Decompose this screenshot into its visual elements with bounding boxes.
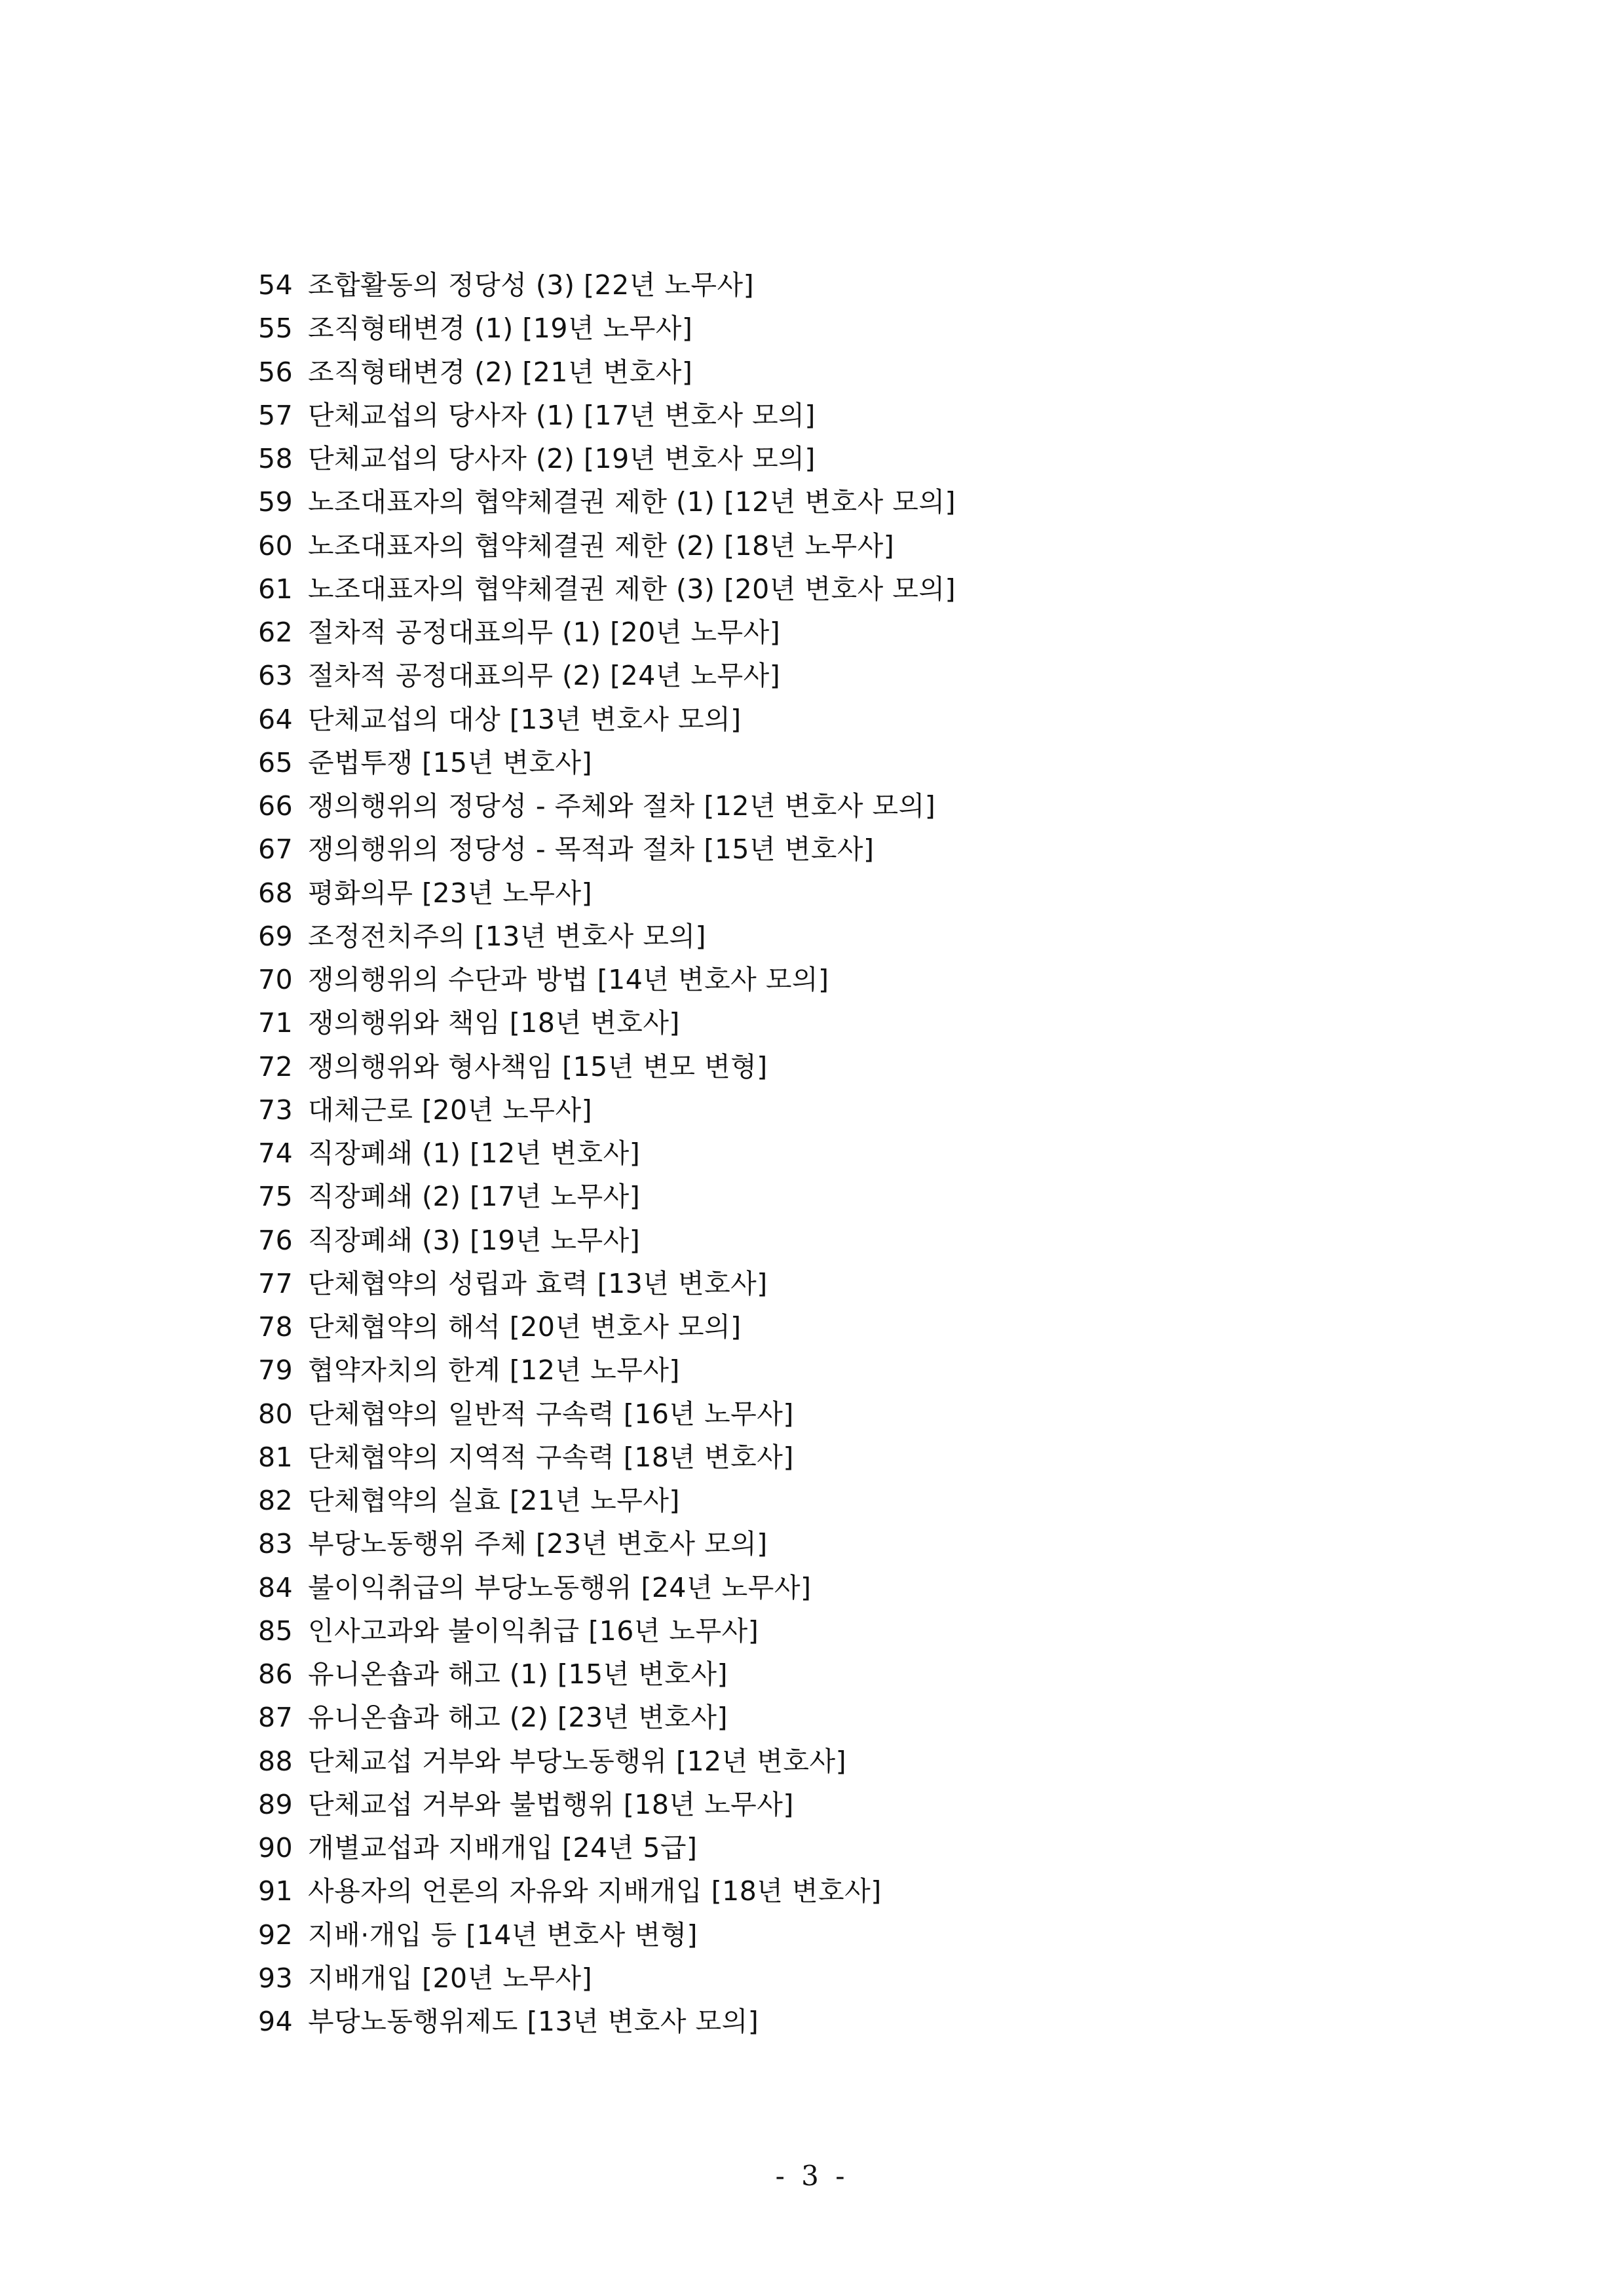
toc-item-number: 66 — [258, 790, 293, 822]
table-of-contents — [258, 263, 956, 2043]
toc-item-number: 85 — [258, 1615, 293, 1647]
toc-item-number: 75 — [258, 1181, 293, 1213]
toc-item-title: 개별교섭과 지배개입 [24년 5급] — [308, 1832, 698, 1864]
toc-item — [258, 915, 956, 958]
toc-item — [258, 1566, 956, 1609]
toc-item — [258, 567, 956, 611]
toc-item — [258, 263, 956, 307]
toc-item-title: 부당노동행위 주체 [23년 변호사 모의] — [308, 1528, 768, 1560]
toc-item-title: 절차적 공정대표의무 (2) [24년 노무사] — [308, 660, 781, 692]
toc-item-number: 82 — [258, 1485, 293, 1516]
toc-item-number: 55 — [258, 313, 293, 345]
toc-item-number: 63 — [258, 660, 293, 692]
toc-item-title: 단체교섭 거부와 부당노동행위 [12년 변호사] — [308, 1745, 847, 1777]
toc-item — [258, 1609, 956, 1653]
toc-item-number: 64 — [258, 703, 293, 735]
toc-item-number: 65 — [258, 746, 293, 778]
toc-item-title: 유니온숍과 해고 (2) [23년 변호사] — [308, 1702, 728, 1734]
toc-item-number: 71 — [258, 1007, 293, 1039]
toc-item-title: 노조대표자의 협약체결권 제한 (2) [18년 노무사] — [308, 529, 895, 562]
toc-item-title: 직장폐쇄 (2) [17년 노무사] — [308, 1181, 641, 1213]
toc-item-title: 대체근로 [20년 노무사] — [308, 1094, 593, 1126]
toc-item — [258, 2000, 956, 2043]
toc-item-title: 단체교섭 거부와 불법행위 [18년 노무사] — [308, 1788, 794, 1820]
toc-item — [258, 1392, 956, 1436]
toc-item-title: 조직형태변경 (2) [21년 변호사] — [308, 356, 693, 388]
toc-item — [258, 437, 956, 480]
toc-item — [258, 1522, 956, 1565]
toc-item-title: 사용자의 언론의 자유와 지배개입 [18년 변호사] — [308, 1875, 882, 1907]
page-number: - 3 - — [775, 2160, 849, 2192]
toc-item — [258, 1305, 956, 1349]
toc-item-number: 88 — [258, 1745, 293, 1777]
toc-item — [258, 698, 956, 741]
toc-item — [258, 1869, 956, 1913]
toc-item-number: 91 — [258, 1875, 293, 1907]
toc-item-number: 57 — [258, 399, 293, 431]
toc-item-title: 단체협약의 성립과 효력 [13년 변호사] — [308, 1267, 768, 1299]
toc-item-title: 노조대표자의 협약체결권 제한 (3) [20년 변호사 모의] — [308, 573, 956, 605]
toc-item — [258, 1349, 956, 1392]
toc-item — [258, 828, 956, 871]
toc-item-number: 78 — [258, 1311, 293, 1343]
toc-item-title: 단체협약의 실효 [21년 노무사] — [308, 1485, 680, 1516]
toc-item-number: 93 — [258, 1962, 293, 1994]
toc-item-number: 59 — [258, 486, 293, 518]
toc-item-title: 단체협약의 지역적 구속력 [18년 변호사] — [308, 1441, 794, 1473]
toc-item-number: 86 — [258, 1658, 293, 1690]
toc-item-number: 83 — [258, 1528, 293, 1560]
toc-item-title: 협약자치의 한계 [12년 노무사] — [308, 1354, 680, 1387]
toc-item-number: 74 — [258, 1138, 293, 1169]
toc-item-number: 56 — [258, 356, 293, 388]
toc-item-number: 76 — [258, 1224, 293, 1256]
toc-item-title: 조합활동의 정당성 (3) [22년 노무사] — [308, 269, 755, 301]
toc-item — [258, 1826, 956, 1869]
toc-item-number: 90 — [258, 1832, 293, 1864]
toc-item — [258, 1783, 956, 1826]
toc-item — [258, 1175, 956, 1218]
toc-item — [258, 1001, 956, 1044]
toc-item-number: 68 — [258, 877, 293, 909]
toc-item-number: 70 — [258, 964, 293, 995]
toc-item — [258, 394, 956, 437]
toc-item-title: 조직형태변경 (1) [19년 노무사] — [308, 313, 693, 345]
toc-item — [258, 1479, 956, 1522]
toc-item-title: 쟁의행위의 수단과 방법 [14년 변호사 모의] — [308, 964, 829, 995]
toc-item-number: 92 — [258, 1919, 293, 1951]
toc-item-title: 불이익취급의 부당노동행위 [24년 노무사] — [308, 1571, 812, 1603]
toc-item — [258, 1696, 956, 1739]
toc-item — [258, 611, 956, 654]
toc-item — [258, 1436, 956, 1479]
toc-item-number: 62 — [258, 617, 293, 648]
toc-item — [258, 871, 956, 915]
toc-item — [258, 480, 956, 524]
toc-item — [258, 1262, 956, 1305]
toc-item-title: 노조대표자의 협약체결권 제한 (1) [12년 변호사 모의] — [308, 486, 956, 518]
toc-item-title: 지배개입 [20년 노무사] — [308, 1962, 593, 1994]
toc-item-title: 단체교섭의 당사자 (2) [19년 변호사 모의] — [308, 443, 816, 474]
toc-item-title: 절차적 공정대표의무 (1) [20년 노무사] — [308, 617, 781, 648]
toc-item-number: 94 — [258, 2006, 293, 2037]
toc-item — [258, 784, 956, 828]
toc-item-title: 단체협약의 해석 [20년 변호사 모의] — [308, 1311, 742, 1343]
toc-item — [258, 351, 956, 394]
toc-item-number: 80 — [258, 1398, 293, 1430]
toc-item — [258, 307, 956, 350]
toc-item-number: 72 — [258, 1050, 293, 1082]
toc-item-title: 직장폐쇄 (3) [19년 노무사] — [308, 1224, 641, 1256]
toc-item-title: 평화의무 [23년 노무사] — [308, 877, 593, 909]
toc-item — [258, 1653, 956, 1696]
toc-item-number: 79 — [258, 1354, 293, 1387]
toc-item-title: 쟁의행위의 정당성 - 주체와 절차 [12년 변호사 모의] — [308, 790, 936, 822]
toc-item-number: 69 — [258, 920, 293, 952]
toc-item-title: 유니온숍과 해고 (1) [15년 변호사] — [308, 1658, 728, 1690]
toc-item-number: 67 — [258, 833, 293, 866]
toc-item — [258, 1088, 956, 1132]
toc-item-number: 87 — [258, 1702, 293, 1734]
toc-item-number: 58 — [258, 443, 293, 474]
toc-item-title: 조정전치주의 [13년 변호사 모의] — [308, 920, 707, 952]
toc-item-title: 지배·개입 등 [14년 변호사 변형] — [308, 1919, 698, 1951]
toc-item-title: 준법투쟁 [15년 변호사] — [308, 746, 593, 778]
toc-item-title: 단체교섭의 당사자 (1) [17년 변호사 모의] — [308, 399, 816, 431]
toc-item — [258, 1913, 956, 1957]
toc-item-title: 직장폐쇄 (1) [12년 변호사] — [308, 1138, 641, 1169]
toc-item-title: 단체협약의 일반적 구속력 [16년 노무사] — [308, 1398, 794, 1430]
toc-item — [258, 1957, 956, 2000]
toc-item-number: 81 — [258, 1441, 293, 1473]
toc-item-title: 쟁의행위와 형사책임 [15년 변모 변형] — [308, 1050, 768, 1082]
toc-item-title: 부당노동행위제도 [13년 변호사 모의] — [308, 2006, 759, 2037]
toc-item — [258, 1132, 956, 1175]
toc-item — [258, 1219, 956, 1262]
toc-item — [258, 958, 956, 1001]
toc-item-title: 인사고과와 불이익취급 [16년 노무사] — [308, 1615, 759, 1647]
toc-item-number: 61 — [258, 573, 293, 605]
toc-item-number: 54 — [258, 269, 293, 301]
toc-item-title: 쟁의행위의 정당성 - 목적과 절차 [15년 변호사] — [308, 833, 875, 866]
toc-item — [258, 1740, 956, 1783]
toc-item-number: 89 — [258, 1788, 293, 1820]
toc-item-number: 73 — [258, 1094, 293, 1126]
toc-item — [258, 741, 956, 784]
toc-item — [258, 654, 956, 697]
toc-item-number: 84 — [258, 1571, 293, 1603]
toc-item-title: 단체교섭의 대상 [13년 변호사 모의] — [308, 703, 742, 735]
toc-item — [258, 1045, 956, 1088]
toc-item-number: 60 — [258, 529, 293, 562]
toc-item-number: 77 — [258, 1267, 293, 1299]
toc-item-title: 쟁의행위와 책임 [18년 변호사] — [308, 1007, 680, 1039]
toc-item — [258, 524, 956, 567]
